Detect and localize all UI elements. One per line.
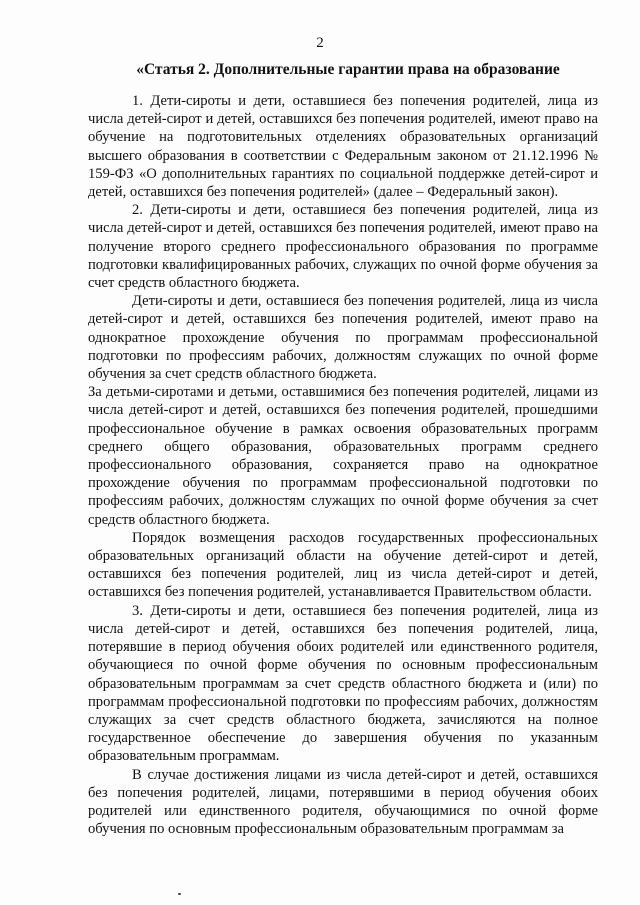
- page-number: 2: [316, 35, 324, 51]
- paragraph-5: Порядок возмещения расходов государственных профессиональных образовательных организаций области на обучение детей-сирот и детей, оставшихся без попечения родителей, лиц из числа детей-сирот и детей, оставшихся без попечения родителей, устанавливается Правительством области.: [88, 529, 598, 601]
- paragraph-2: 2. Дети-сироты и дети, оставшиеся без попечения родителей, лица из числа детей-сирот и детей, оставшихся без попечения родителей, имеют право на получение второго среднего профессионального образования по программе подготовки квалифицированных рабочих, служащих по очной форме обучения за счет средств областного бюджета.: [88, 202, 598, 292]
- paragraph-3: Дети-сироты и дети, оставшиеся без попечения родителей, лица из числа детей-сирот и детей, оставшихся без попечения родителей, имеют право на однократное прохождение обучения по программам профессиональной подготовки по профессиям рабочих, должностям служащих по очной форме обучения за счет средств областного бюджета.: [88, 293, 598, 383]
- article-heading: «Статья 2. Дополнительные гарантии права на образование: [136, 61, 560, 78]
- paragraph-7: В случае достижения лицами из числа детей-сирот и детей, оставшихся без попечения родителей, лицами, потерявшими в период обучения обоих родителей или единственного родителя, обучающимися по очной форме обучения по основным профессиональным образовательным программам за: [88, 766, 598, 838]
- paragraph-1: 1. Дети-сироты и дети, оставшиеся без попечения родителей, лица из числа детей-сирот и детей, оставшихся без попечения родителей, имеют право на обучение на подготовительных отделениях образовательных организаций высшего образования в соответствии с Федеральным законом от 21.12.1996 № 159-ФЗ «О дополнительных гарантиях по социальной поддержке детей-сирот и детей, оставшихся без попечения родителей» (далее – Федеральный закон).: [88, 93, 598, 201]
- scan-speck: [178, 893, 181, 895]
- paragraph-4: За детьми-сиротами и детьми, оставшимися без попечения родителей, лицами из числа детей-сирот и детей, оставшихся без попечения родителей, прошедшими профессиональное обучение в рамках освоения образовательных программ среднего общего образования, образовательных программ среднего профессионального образования, сохраняется право на однократное прохождение обучения по программам профессиональной подготовки по профессиям рабочих, должностям служащих по очной форме обучения за счет средств областного бюджета.: [88, 384, 598, 528]
- document-body: [88, 92, 598, 838]
- paragraph-6: 3. Дети-сироты и дети, оставшиеся без попечения родителей, лица из числа детей-сирот и детей, оставшихся без попечения родителей, лица, потерявшие в период обучения обоих родителей или единственного родителя, обучающиеся по очной форме обучения по основным профессиональным образовательным программам за счет средств областного бюджета и (или) по программам профессиональной подготовки по профессиям рабочих, должностям служащих за счет средств областного бюджета, зачисляются на полное государственное обеспечение до завершения обучения по указанным образовательным программам.: [88, 602, 598, 765]
